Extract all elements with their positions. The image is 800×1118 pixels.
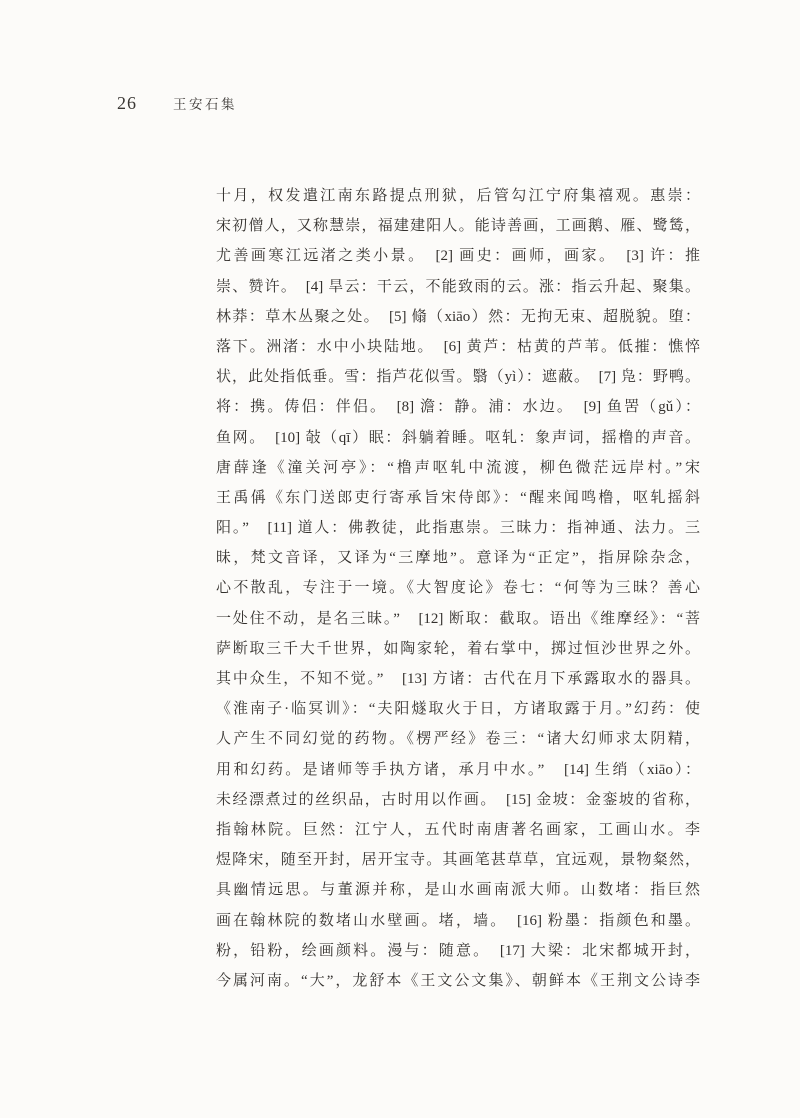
text-line: 用和幻药。是诸师等手执方诸，承月中水。” [14] 生绡（xiāo）： bbox=[216, 761, 700, 778]
text-line: 阳。” [11] 道人：佛教徒，此指惠崇。三昧力：指神通、法力。三 bbox=[216, 520, 700, 537]
page-number: 26 bbox=[117, 93, 137, 113]
text-line: 落下。洲渚：水中小块陆地。 [6] 黄芦：枯黄的芦苇。低摧：憔悴 bbox=[216, 338, 700, 355]
text-line: 指翰林院。巨然：江宁人，五代时南唐著名画家，工画山水。李 bbox=[216, 821, 700, 838]
text-line: 人产生不同幻觉的药物。《楞严经》卷三：“诸大幻师求太阴精， bbox=[216, 731, 700, 748]
text-line: 煜降宋，随至开封，居开宝寺。其画笔甚草草，宜远观，景物粲然， bbox=[216, 852, 700, 869]
text-line: 鱼网。 [10] 敧（qī）眠：斜躺着睡。呕轧：象声词，摇橹的声音。 bbox=[216, 429, 700, 446]
text-line: 宋初僧人，又称慧崇，福建建阳人。能诗善画，工画鹅、雁、鹭鸶， bbox=[216, 218, 700, 235]
text-line: 画在翰林院的数堵山水壁画。堵，墙。 [16] 粉墨：指颜色和墨。 bbox=[216, 912, 700, 929]
text-line: 心不散乱，专注于一境。《大智度论》卷七：“何等为三昧？善心 bbox=[216, 580, 700, 597]
text-line: 唐薛逢《潼关河亭》：“橹声呕轧中流渡，柳色微茫远岸村。”宋 bbox=[216, 459, 700, 476]
text-line: 十月，权发遣江南东路提点刑狱，后管勾江宁府集禧观。惠崇： bbox=[216, 188, 700, 204]
text-line: 《淮南子·临冥训》：“夫阳燧取火于日，方诸取露于月。”幻药：使 bbox=[216, 701, 700, 718]
text-line: 崇、赞许。 [4] 旱云：干云，不能致雨的云。涨：指云升起、聚集。 bbox=[216, 278, 700, 295]
text-line: 状，此处指低垂。雪：指芦花似雪。翳（yì）：遮蔽。 [7] 凫：野鸭。 bbox=[216, 369, 700, 386]
text-line: 王禹偁《东门送郎吏行寄承旨宋侍郎》：“醒来闻鸣橹，呕轧摇斜 bbox=[216, 489, 700, 506]
text-line: 粉，铅粉，绘画颜料。漫与：随意。 [17] 大梁：北宋都城开封， bbox=[216, 942, 700, 959]
text-line: 一处住不动，是名三昧。” [12] 断取：截取。语出《维摩经》：“菩 bbox=[216, 610, 700, 627]
text-line: 其中众生，不知不觉。” [13] 方诸：古代在月下承露取水的器具。 bbox=[216, 671, 700, 687]
text-line: 具幽情远思。与董源并称，是山水画南派大师。山数堵：指巨然 bbox=[216, 882, 700, 899]
text-line: 萨断取三千大千世界，如陶家轮，着右掌中，掷过恒沙世界之外。 bbox=[216, 640, 700, 657]
book-title: 王安石集 bbox=[173, 97, 237, 112]
running-head bbox=[117, 93, 237, 114]
text-line: 将：携。俦侣：伴侣。 [8] 澹：静。浦：水边。 [9] 鱼罟（gǔ）： bbox=[216, 399, 700, 416]
text-line: 未经漂煮过的丝织品，古时用以作画。 [15] 金坡：金銮坡的省称， bbox=[216, 791, 700, 808]
text-line: 昧，梵文音译，又译为“三摩地”。意译为“正定”，指屏除杂念， bbox=[216, 550, 700, 567]
text-line: 今属河南。“大”，龙舒本《王文公文集》、朝鲜本《王荆文公诗李 bbox=[216, 972, 700, 989]
annotation-text-block bbox=[216, 181, 700, 996]
text-line: 林莽：草木丛聚之处。 [5] 翛（xiāo）然：无拘无束、超脱貌。堕： bbox=[216, 308, 700, 325]
text-line: 尤善画寒江远渚之类小景。 [2] 画史：画师，画家。 [3] 许：推 bbox=[216, 248, 700, 265]
